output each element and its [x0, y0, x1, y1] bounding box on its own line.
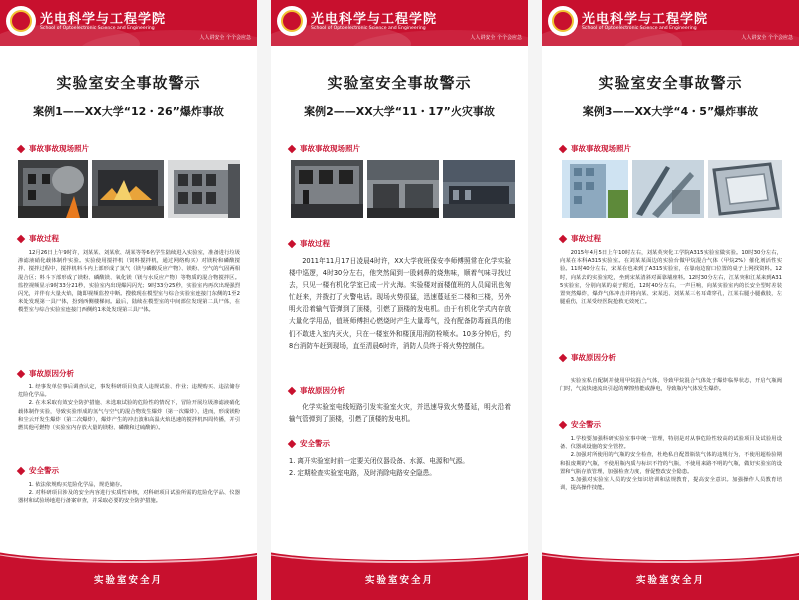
poster-footer [271, 548, 528, 600]
cause-item: 1. 经事发单位事后调查认定，事发科研项目负责人违规试验、作业；违规购买、违法储存危险化学品。 [18, 384, 240, 399]
poster-footer [542, 548, 799, 600]
accident-photos [560, 160, 782, 218]
section-process-heading: 事故过程 [0, 233, 257, 245]
section-cause-heading: 事故原因分析 [542, 352, 799, 364]
school-name: 光电科学与工程学院 [40, 12, 167, 27]
school-name: 光电科学与工程学院 [311, 12, 438, 27]
cause-text [560, 377, 782, 393]
poster-title: 实验室安全事故警示 [56, 74, 201, 92]
section-cause-heading: 事故原因分析 [271, 385, 528, 397]
footer-slogan: 实验室安全月 [93, 575, 163, 586]
poster-title: 实验室安全事故警示 [598, 74, 743, 92]
process-text: 12月26日上午9时许，刘某某、刘某欣、胡某等等6名学生陆续进入实验室，准备进行垃圾渗滤液硝化载体制作实验。实验使用搅拌机（饲料搅拌机，通过网络购买）对镁粉和磷酸搅拌、搅拌过程中，搅拌机料斗内上部形成了氢气（镁与磷酸反应产物）、镁粉、空气的气固两相混合区；料斗下部形成了镁粉、磷酸镁、氧化镁（镁与水反应产物）等物质的混合物搅拌区。监控视频显示9时33分21秒，实验室内出现爆闪闪光；9时33分25秒，实验室内再次出现强烈闪光，并伴有大量火焰，随即视频监控中断。搜救现在模型室与综合实验室连接门东侧的1至2米处发现第一具尸体，扮到西侧楼梯间。最后，陆续在模型室的中间部位发现第二具尸体，在模型室与综合实验室连接门西侧约1米处发现第三具尸体。 [18, 250, 240, 314]
diamond-bullet-icon [17, 235, 25, 243]
section-process-heading: 事故过程 [271, 238, 528, 250]
accident-photo [18, 160, 88, 218]
school-logo-icon [6, 6, 36, 36]
poster-header [0, 0, 257, 46]
section-cause-heading: 事故原因分析 [0, 368, 257, 380]
advice-item: 2. 定期检查实验室电路，及时消除电路安全隐患。 [289, 469, 436, 478]
school-name-en: School of Optoelectronic Science and Engineering [40, 26, 155, 31]
school-name: 光电科学与工程学院 [582, 12, 709, 27]
poster-panel-2 [271, 0, 528, 600]
school-motto: 人人讲安全 个个会应急 [199, 35, 251, 41]
section-photos-heading: 事故事故现场照片 [271, 143, 528, 155]
case-title: 案例1——XX大学“12・26”爆炸事故 [33, 105, 224, 118]
accident-photo [92, 160, 164, 218]
process-text: 2011年11月17日凌晨4时许，XX大学夜班保安李师傅照常在化学实验楼中巡逻，4时30分左右，他突然闻到一股刺鼻的烧焦味，顺着气味寻找过去，只见一楼有机化学室已成一片火海。实验楼对面楼值班的人员闻讯也匆忙赶来，并拨打了火警电话。现场火势很猛，迅速蔓延至二楼和三楼，另外明火沿着输气管弹到了顶楼，引燃了顶楼的发电机。由于有机化学式内存放大量化学用品，值班师傅担心燃烧时产生大量毒气，没有配备防毒面具的他们不敢进入室内灭火，只在一楼室外和楼顶用消防栓喷水。10多分钟后，约8台消防车赶到现场，直至清晨6时许，消防人员终于将火势控制住。 [289, 257, 511, 350]
school-motto: 人人讲安全 个个会应急 [470, 35, 522, 41]
advice-item: 1.学校要加强科研实验室事中统一管理，特别是对从事危险性较高的试验项目及试验用设备、仪器或设施的安全管控。 [560, 436, 782, 451]
accident-photo [632, 160, 704, 218]
section-advice-heading: 安全警示 [0, 465, 257, 477]
diamond-bullet-icon [288, 387, 296, 395]
school-name-en: School of Optoelectronic Science and Engineering [311, 26, 426, 31]
advice-item: 1. 依法依规购买危险化学品，规范储存。 [28, 482, 126, 488]
advice-item: 3.加强对实验室人员的安全知识培训和法规教育，提高安全意识。加强操作人员教育培训，提高操作技能。 [560, 477, 782, 492]
school-name-en: School of Optoelectronic Science and Engineering [582, 26, 697, 31]
advice-item: 2.加强对所使用的气瓶的安全检查，杜绝私自配置瓶装气体的违规行为，不使用超检验期和报废期的气瓶，不使用瓶内质与标识不符的气瓶，不使用来路不明的气瓶，做好实验室的设置和气瓶存放管理，加强检查力度，督促整改安全隐患。 [560, 452, 782, 475]
advice-text [289, 455, 511, 479]
diamond-bullet-icon [288, 240, 296, 248]
accident-photos [18, 160, 240, 218]
advice-text [560, 435, 782, 492]
diamond-bullet-icon [288, 440, 296, 448]
school-logo-icon [277, 6, 307, 36]
school-logo-icon [548, 6, 578, 36]
case-title: 案例2——XX大学“11・17”火灾事故 [304, 105, 495, 118]
advice-text [18, 481, 240, 506]
poster-panel-3 [542, 0, 799, 600]
section-photos-heading: 事故事故现场照片 [0, 143, 257, 155]
diamond-bullet-icon [559, 235, 567, 243]
cause-item: 化学实验室电线短路引发实验室火灾，并迅速导致火势蔓延，明火沿着输气管弹到了顶楼，引燃了顶楼的发电机。 [289, 403, 511, 424]
poster-panel-1 [0, 0, 257, 600]
accident-photos [289, 160, 511, 218]
diamond-bullet-icon [559, 145, 567, 153]
diamond-bullet-icon [17, 467, 25, 475]
diamond-bullet-icon [559, 354, 567, 362]
accident-photo [562, 160, 628, 218]
school-motto: 人人讲安全 个个会应急 [741, 35, 793, 41]
diamond-bullet-icon [17, 370, 25, 378]
poster-header [271, 0, 528, 46]
case-title: 案例3——XX大学“4・5”爆炸事故 [582, 105, 759, 118]
poster-footer [0, 548, 257, 600]
section-advice-heading: 安全警示 [271, 438, 528, 450]
diamond-bullet-icon [288, 145, 296, 153]
accident-photo [443, 160, 515, 218]
panel-gap [257, 0, 271, 600]
diamond-bullet-icon [17, 145, 25, 153]
footer-slogan: 实验室安全月 [364, 575, 434, 586]
advice-item: 2. 对科研项目涉及的安全内容进行实质性审核，对科研项目试验所需的危险化学品、仪器器材和试验场地进行备案审查，并采取必要的安全防护措施。 [18, 490, 240, 505]
cause-text [18, 383, 240, 432]
process-text: 2015年4月5日上午10时左右，刘某英突化工学院A315实验室做实验。10时30分左右，向某在本科A315实验室。在刘某某面边的实验台做甲烷混合气体（甲烷2%）催化剂活性实验。11时40分左右，宋某在也来到了A315实验室，在靠南边窗口位置的桌子上网找资料。12时，向某去的实验室吃，坐到宋某清斜对面靠墙座料。12时30分左右，江某突和江某来到A315实验室，分别向某的桌子附近，12时40分左右，一声巨响，向某实验室内的长安全型时差装置突然爆炸，爆炸气体冲击并将向某、宋某迅、刘某某三名耳聋穿孔，江某右腿小腿截肢，左腿重伤，江某受经医院抢救无效死亡。 [560, 250, 782, 306]
accident-photo [168, 160, 240, 218]
cause-item: 实验室私自配制并使用甲烷混合气体，导致甲烷混合气体处于爆炸临界状态，开启气瓶阀门时，气流快速流出引起的摩擦热能或静电，导致瓶内气体发生爆炸。 [560, 378, 782, 393]
accident-photo [367, 160, 439, 218]
diamond-bullet-icon [559, 421, 567, 429]
section-advice-heading: 安全警示 [542, 419, 799, 431]
section-process-heading: 事故过程 [542, 233, 799, 245]
footer-slogan: 实验室安全月 [635, 575, 705, 586]
accident-photo [291, 160, 363, 218]
section-photos-heading: 事故事故现场照片 [542, 143, 799, 155]
accident-photo [708, 160, 782, 218]
poster-title: 实验室安全事故警示 [327, 74, 472, 92]
cause-item: 2. 在未采取有效安全防护措施、未选取试验的危险性的情况下，冒险开展垃圾渗滤液硝化载体制作实验，导致实验形成的氢气与空气的混合物发生爆炸（第一次爆炸），进而，形成镁粉和尘云开发生爆炸（第二次爆炸），爆炸产生的冲击波和高温火焰迅速的搅拌机四周传播，并引燃其他可燃物（实验室内存放大量的镁粉、磷酸和过硫酸钠）。 [18, 400, 240, 432]
cause-text [289, 401, 511, 425]
panel-gap [528, 0, 542, 600]
advice-item: 1. 离开实验室时前一定要关闭仪器设备、水源、电源和气源。 [289, 457, 469, 465]
poster-header [542, 0, 799, 46]
